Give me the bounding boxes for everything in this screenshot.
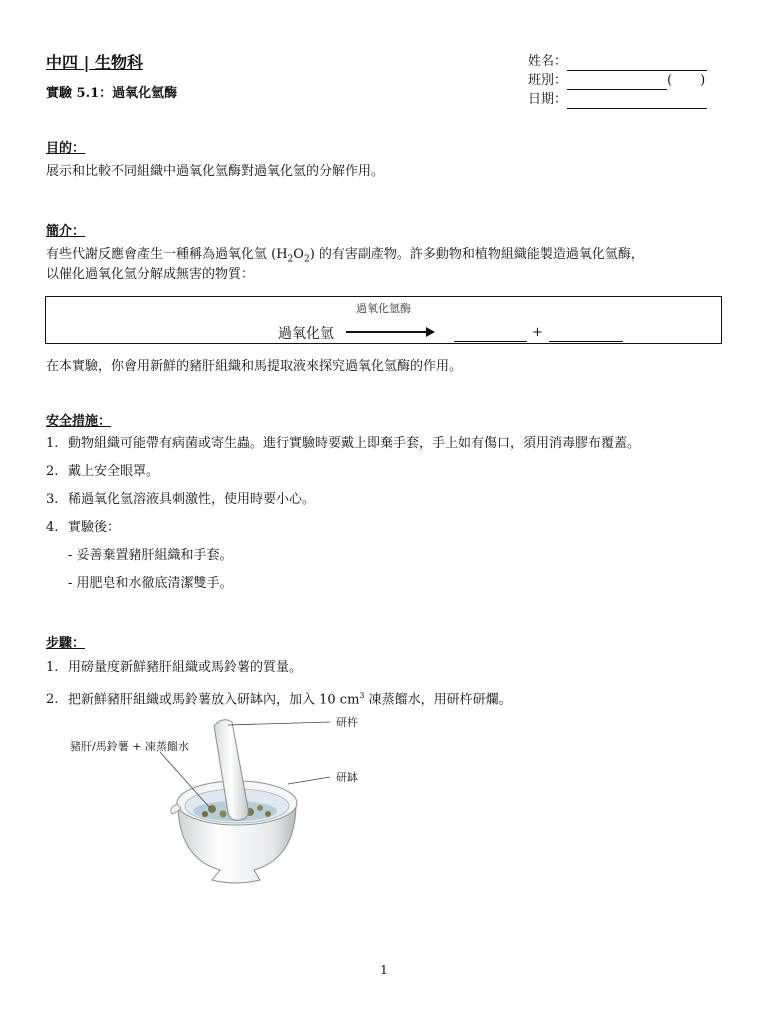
- tissue-piece: [202, 811, 208, 817]
- intro-text-part: ) 的有害副產物。許多動物和植物組織能製造過氧化氫酶，: [309, 247, 644, 262]
- tissue-piece: [265, 811, 271, 817]
- list-number: 4.: [46, 520, 59, 535]
- list-number: 2.: [46, 464, 59, 479]
- date-blank[interactable]: [567, 95, 707, 109]
- class-paren-open: (: [667, 73, 673, 88]
- mortar-leader-line: [288, 777, 330, 784]
- course-title: 中四 | 生物科: [46, 53, 143, 72]
- intro-after-text: 在本實驗，你會用新鮮的豬肝組織和馬提取液來探究過氧化氫酶的作用。: [46, 359, 463, 374]
- tissue-piece: [208, 805, 216, 813]
- class-blank[interactable]: [567, 76, 667, 90]
- reactant-label: 過氧化氫: [278, 326, 334, 342]
- product-blank-2[interactable]: [549, 341, 623, 342]
- class-row: [528, 71, 707, 90]
- name-blank[interactable]: [567, 57, 707, 71]
- subscript: 2: [287, 254, 294, 265]
- class-label: 班別：: [528, 73, 568, 88]
- intro-heading: 簡介：: [46, 224, 86, 239]
- tissue-piece: [220, 811, 227, 818]
- date-row: [528, 90, 707, 109]
- list-text: 把新鮮豬肝組織或馬鈴薯放入研缽內，加入 10 cm: [68, 692, 360, 708]
- subscript: 2: [303, 254, 310, 265]
- list-number: 3.: [46, 492, 59, 507]
- list-number: 1.: [46, 660, 59, 675]
- safety-heading: 安全措施：: [46, 414, 112, 429]
- safety-item: [46, 486, 640, 514]
- superscript: 3: [359, 691, 365, 700]
- enzyme-label: 過氧化氫酶: [356, 302, 411, 315]
- intro-text-part: O: [293, 247, 304, 262]
- student-info-block: [528, 52, 707, 109]
- safety-item: [46, 430, 640, 458]
- list-text: 用磅量度新鮮豬肝組織或馬鈴薯的質量。: [68, 660, 303, 675]
- class-paren-close: ): [700, 73, 706, 88]
- page-number: 1: [380, 963, 388, 977]
- steps-list: [46, 654, 512, 714]
- mortar-label: 研缽: [336, 771, 358, 784]
- equation-box: [45, 296, 722, 344]
- date-label: 日期：: [528, 92, 568, 107]
- safety-item: [46, 458, 640, 486]
- product-blank-1[interactable]: [454, 341, 527, 342]
- objective-text: 展示和比較不同組織中過氧化氫酶對過氧化氫的分解作用。: [46, 164, 385, 179]
- steps-heading: 步驟：: [46, 636, 86, 651]
- safety-item: [46, 514, 640, 542]
- safety-list: [46, 430, 640, 598]
- experiment-title: 實驗 5.1：過氧化氫酶: [46, 86, 178, 101]
- list-text: 凍蒸餾水，用研杵研爛。: [364, 692, 512, 708]
- tissue-piece: [257, 805, 263, 811]
- safety-sub-item: - 妥善棄置豬肝組織和手套。: [68, 548, 233, 563]
- pestle-label: 研杵: [336, 716, 358, 729]
- contents-label: 豬肝/馬鈴薯 + 凍蒸餾水: [70, 740, 189, 753]
- mortar-pestle-figure: [60, 708, 380, 888]
- name-label: 姓名：: [528, 54, 568, 69]
- step-item: [46, 654, 512, 682]
- list-text: 戴上安全眼罩。: [68, 464, 160, 479]
- safety-sub-item: - 用肥皂和水徹底清潔雙手。: [68, 576, 233, 591]
- intro-text-part: 有些代謝反應會產生一種稱為過氧化氫 (H: [46, 247, 288, 262]
- plus-sign: +: [532, 325, 543, 340]
- list-text: 稀過氧化氫溶液具刺激性，使用時要小心。: [68, 492, 316, 507]
- reaction-arrow-icon: [344, 325, 436, 339]
- list-number: 2.: [46, 692, 59, 708]
- intro-line-2: 以催化過氧化氫分解成無害的物質：: [46, 267, 255, 282]
- objective-heading: 目的：: [46, 141, 86, 156]
- name-row: [528, 52, 707, 71]
- list-text: 實驗後：: [68, 520, 121, 535]
- pestle-leader-line: [228, 722, 330, 725]
- list-number: 1.: [46, 436, 59, 451]
- list-text: 動物組織可能帶有病菌或寄生蟲。進行實驗時要戴上即棄手套，手上如有傷口，須用消毒膠布覆蓋。: [68, 436, 641, 451]
